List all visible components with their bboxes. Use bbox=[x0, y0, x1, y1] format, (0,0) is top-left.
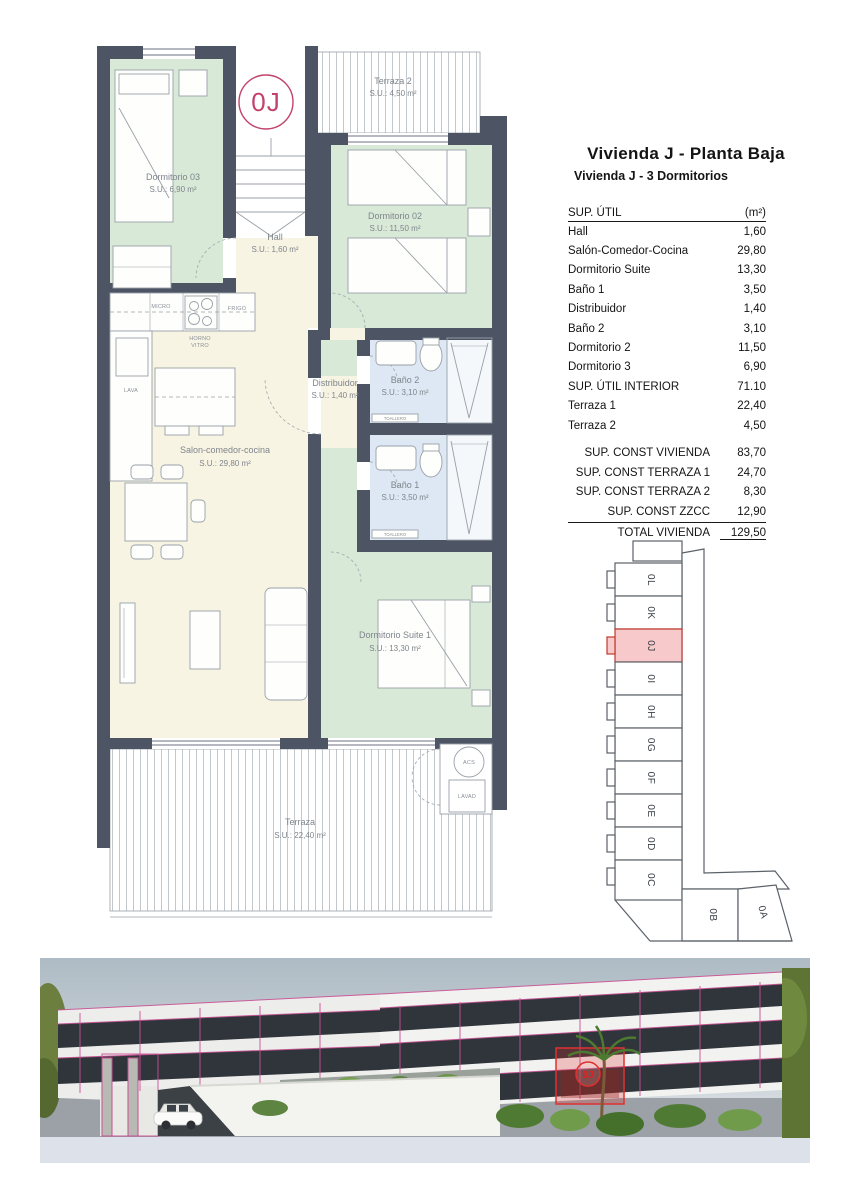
key-plan-core bbox=[633, 541, 682, 561]
row-value: 3,50 bbox=[743, 283, 766, 296]
row-label: SUP. ÚTIL INTERIOR bbox=[568, 380, 680, 393]
area-table bbox=[568, 202, 766, 435]
key-plan-corridor bbox=[682, 549, 789, 889]
table-row bbox=[568, 397, 766, 416]
unit-label: 0F bbox=[645, 771, 656, 785]
row-value: 6,90 bbox=[743, 361, 766, 374]
row-label: Terraza 2 bbox=[568, 419, 616, 432]
toallero-label: TOALLERO bbox=[383, 416, 407, 421]
row-value: 3,10 bbox=[743, 322, 766, 335]
micro-label: MICRO bbox=[151, 304, 171, 310]
area-header-unit: (m²) bbox=[744, 207, 766, 219]
unit-label: 0L bbox=[645, 573, 656, 587]
row-value: 24,70 bbox=[737, 466, 766, 479]
row-value: 71.10 bbox=[737, 380, 766, 393]
table-row bbox=[568, 241, 766, 260]
toallero-label: TOALLERO bbox=[383, 532, 407, 537]
row-label: Dormitorio 2 bbox=[568, 342, 631, 355]
row-value: 8,30 bbox=[743, 486, 766, 499]
room-label: Terraza 2 bbox=[374, 76, 412, 86]
summary-row bbox=[568, 502, 766, 522]
row-label: SUP. CONST TERRAZA 2 bbox=[575, 486, 710, 499]
horno-label: HORNO bbox=[189, 336, 211, 342]
page-title: Vivienda J - Planta Baja bbox=[587, 144, 785, 163]
room-label: Terraza bbox=[284, 817, 316, 827]
row-value: 4,50 bbox=[743, 419, 766, 432]
table-row bbox=[568, 300, 766, 319]
row-value: 11,50 bbox=[738, 342, 766, 355]
render-unit-badge: 0J bbox=[582, 1070, 594, 1081]
summary-row bbox=[568, 443, 766, 463]
room-area: S.U.: 22,40 m² bbox=[274, 831, 326, 840]
row-label: Salón-Comedor-Cocina bbox=[568, 245, 689, 258]
foreground-strip bbox=[40, 1137, 810, 1163]
frigo-label: FRIGO bbox=[227, 306, 247, 312]
row-label: SUP. CONST ZZCC bbox=[607, 506, 710, 519]
room-area: S.U.: 1,40 m² bbox=[311, 391, 359, 400]
room-label: Distribuidor bbox=[312, 378, 358, 388]
row-label: SUP. CONST VIVIENDA bbox=[584, 446, 710, 459]
acs-label: ACS bbox=[463, 760, 475, 766]
room-label: Salon-comedor-cocina bbox=[179, 445, 271, 455]
row-value: 22,40 bbox=[737, 400, 766, 413]
table-row bbox=[568, 280, 766, 299]
area-table-header bbox=[568, 202, 766, 222]
room-label: Dormitorio 02 bbox=[367, 211, 423, 221]
room-area: S.U.: 1,60 m² bbox=[251, 245, 299, 254]
room-area: S.U.: 3,10 m² bbox=[381, 388, 429, 397]
unit-label: 0B bbox=[707, 908, 718, 922]
unit-label: 0G bbox=[645, 737, 656, 753]
room-area: S.U.: 3,50 m² bbox=[381, 493, 429, 502]
unit-badge bbox=[239, 75, 293, 129]
table-row bbox=[568, 377, 766, 396]
summary-table bbox=[568, 443, 766, 543]
row-label: Dormitorio Suite bbox=[568, 264, 651, 277]
row-label: Terraza 1 bbox=[568, 400, 616, 413]
table-row bbox=[568, 222, 766, 241]
room-label: Hall bbox=[267, 232, 283, 242]
unit-label: 0C bbox=[645, 873, 656, 887]
unit-label: 0H bbox=[645, 705, 656, 719]
table-row bbox=[568, 338, 766, 357]
row-label: Hall bbox=[568, 225, 588, 238]
unit-label: 0I bbox=[645, 674, 656, 684]
unit-badge-text: 0J bbox=[251, 87, 281, 117]
row-value: 83,70 bbox=[737, 446, 766, 459]
row-label: Baño 1 bbox=[568, 283, 605, 296]
row-label: Baño 2 bbox=[568, 322, 605, 335]
row-value: 1,60 bbox=[743, 225, 766, 238]
room-label: Dormitorio 03 bbox=[145, 172, 201, 182]
staircase bbox=[236, 138, 305, 238]
row-value: 29,80 bbox=[737, 245, 766, 258]
summary-row bbox=[568, 463, 766, 483]
page-subtitle: Vivienda J - 3 Dormitorios bbox=[574, 169, 728, 183]
table-row bbox=[568, 416, 766, 435]
building-render bbox=[40, 958, 810, 1163]
room-area: S.U.: 29,80 m² bbox=[199, 459, 251, 468]
unit-label: 0K bbox=[645, 606, 656, 620]
row-value: 12,90 bbox=[737, 506, 766, 519]
row-value: 1,40 bbox=[743, 303, 766, 316]
room-label: Baño 2 bbox=[390, 375, 420, 385]
total-label: TOTAL VIVIENDA bbox=[617, 527, 710, 540]
room-area: S.U.: 6,90 m² bbox=[149, 185, 197, 194]
row-value: 13,30 bbox=[737, 264, 766, 277]
unit-label: 0E bbox=[645, 804, 656, 818]
unit-highlight bbox=[556, 1048, 624, 1104]
unit-label-highlight: 0J bbox=[645, 640, 656, 652]
room-label: Baño 1 bbox=[390, 480, 420, 490]
row-label: Dormitorio 3 bbox=[568, 361, 631, 374]
total-value: 129,50 bbox=[720, 527, 766, 540]
table-row bbox=[568, 319, 766, 338]
room-label: Dormitorio Suite 1 bbox=[358, 630, 432, 640]
room-area: S.U.: 11,50 m² bbox=[369, 224, 421, 233]
room-area: S.U.: 13,30 m² bbox=[369, 644, 421, 653]
room-area: S.U.: 4,50 m² bbox=[369, 89, 417, 98]
unit-label: 0D bbox=[645, 837, 656, 851]
lavad-label: LAVAD bbox=[457, 794, 477, 800]
row-label: Distribuidor bbox=[568, 303, 627, 316]
lava-label: LAVA bbox=[123, 388, 139, 394]
area-header-label: SUP. ÚTIL bbox=[568, 207, 622, 219]
key-plan bbox=[605, 535, 795, 945]
vitro-label: VITRO bbox=[191, 343, 209, 349]
unit-label: 0A bbox=[755, 904, 770, 921]
row-label: SUP. CONST TERRAZA 1 bbox=[575, 466, 710, 479]
floor-plan bbox=[95, 38, 515, 933]
summary-row bbox=[568, 483, 766, 503]
table-row bbox=[568, 358, 766, 377]
table-row bbox=[568, 261, 766, 280]
